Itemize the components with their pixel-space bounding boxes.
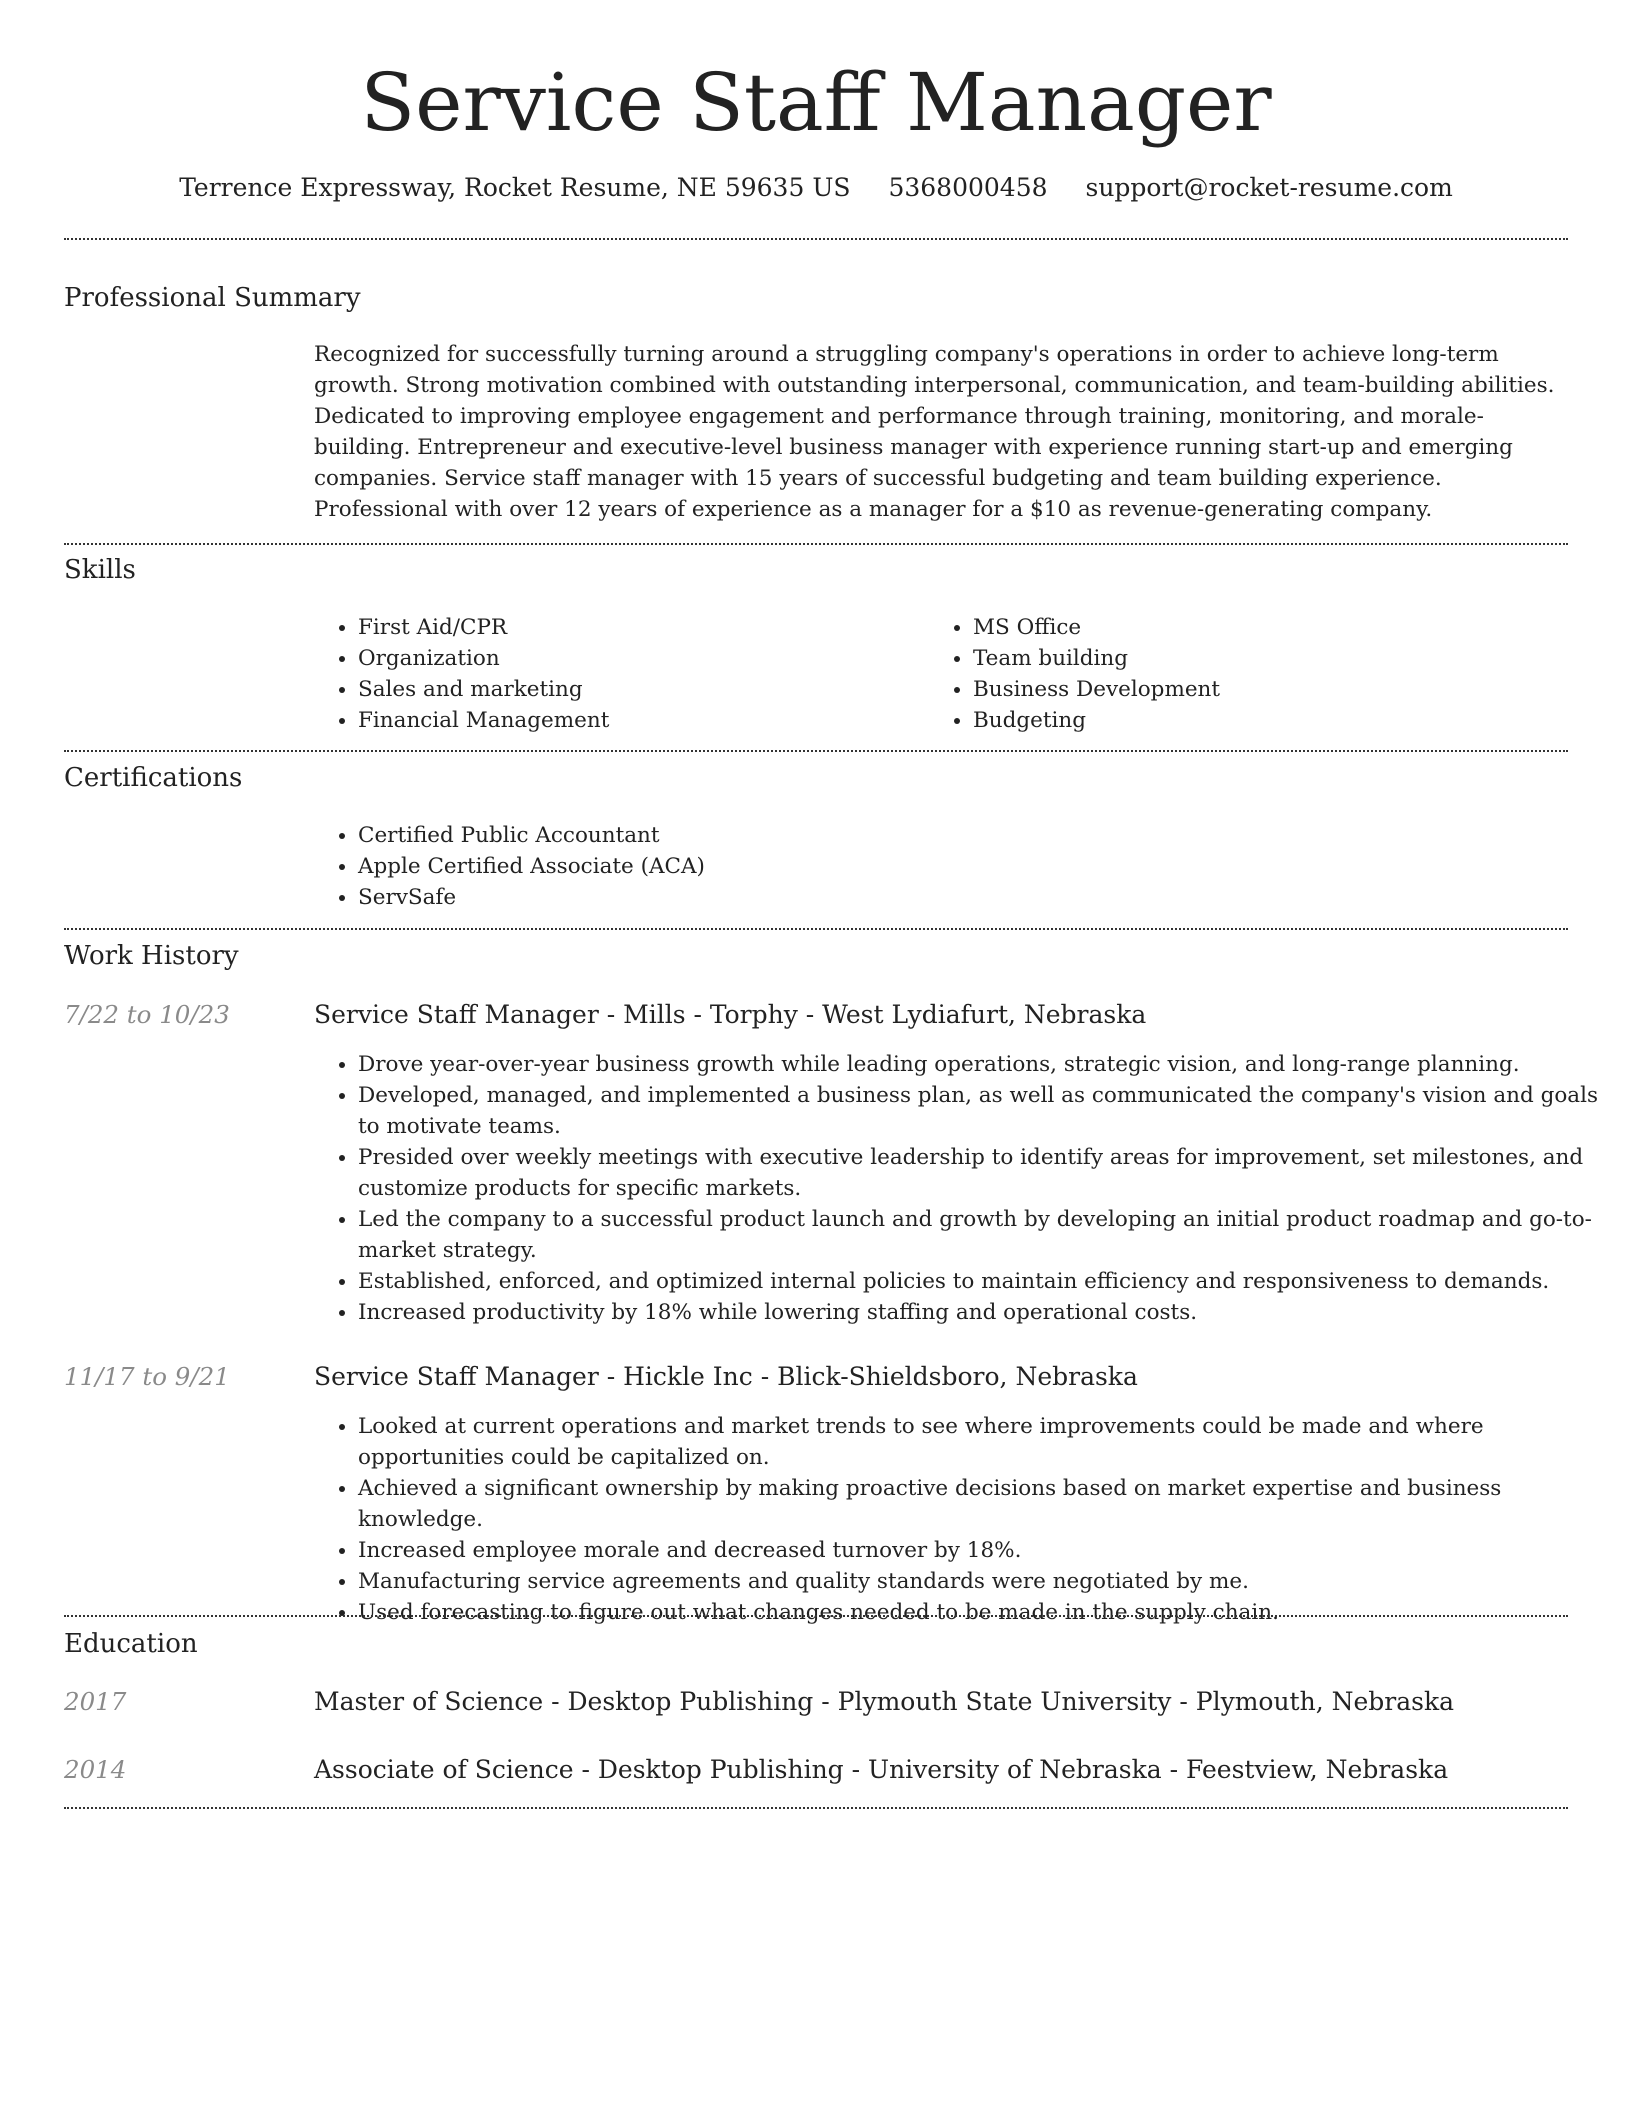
job-bullet: • Achieved a significant ownership by making proactive decisions based on market expertise and business knowledge.	[358, 1473, 1618, 1535]
education-year: 2017	[64, 1687, 127, 1716]
divider	[64, 543, 1568, 545]
job-bullet: • Developed, managed, and implemented a business plan, as well as communicated the company's vision and goals to motivate teams.	[358, 1080, 1618, 1142]
skill-item: • MS Office	[973, 612, 1533, 643]
resume-title: Service Staff Manager	[360, 56, 1272, 149]
job-bullet: • Looked at current operations and market trends to see where improvements could be made and where opportunities could be capitalized on.	[358, 1411, 1618, 1473]
summary-text: Recognized for successfully turning around a struggling company's operations in order to achieve long-term growth. Strong motivation combined with outstanding interpersonal, communication, and team-building abilities. Dedicated to improving employee engagement and performance through training, monitoring, and morale-building. Entrepreneur and executive-level business manager with experience running start-up and emerging companies. Service staff manager with 15 years of successful budgeting and team building experience. Professional with over 12 years of experience as a manager for a $10 as revenue-generating company.	[314, 342, 1555, 522]
job-dates: 11/17 to 9/21	[64, 1362, 230, 1391]
job-bullet: • Presided over weekly meetings with executive leadership to identify areas for improvement, set milestones, and customize products for specific markets.	[358, 1142, 1618, 1204]
skill-item: • Sales and marketing	[358, 674, 918, 705]
section-heading-skills: Skills	[64, 555, 136, 585]
education-degree: Master of Science - Desktop Publishing - Plymouth State University - Plymouth, Nebraska	[314, 1687, 1455, 1716]
contact-line	[0, 170, 1632, 206]
contact-email: support@rocket-resume.com	[1085, 173, 1453, 202]
certification-item: • ServSafe	[358, 882, 1558, 913]
skill-item: • Financial Management	[358, 705, 918, 736]
certifications-list	[314, 820, 1558, 913]
job-bullets	[314, 1049, 1618, 1328]
job-bullet: • Manufacturing service agreements and quality standards were negotiated by me.	[358, 1566, 1618, 1597]
divider	[64, 1807, 1568, 1809]
section-heading-summary: Professional Summary	[64, 283, 361, 313]
skills-list-left	[314, 612, 918, 736]
certification-item: • Apple Certified Associate (ACA)	[358, 851, 1558, 882]
education-degree: Associate of Science - Desktop Publishing - University of Nebraska - Feestview, Nebraska	[314, 1755, 1449, 1784]
education-year: 2014	[64, 1755, 127, 1784]
contact-phone: 5368000458	[888, 173, 1048, 202]
skills-list-right	[929, 612, 1533, 736]
job-bullet: • Used forecasting to figure out what changes needed to be made in the supply chain.	[358, 1597, 1618, 1628]
section-heading-education: Education	[64, 1629, 198, 1659]
divider	[64, 238, 1568, 240]
job-bullet: • Increased employee morale and decreased turnover by 18%.	[358, 1535, 1618, 1566]
job-bullets	[314, 1411, 1618, 1628]
job-bullet: • Led the company to a successful product launch and growth by developing an initial product roadmap and go-to-market strategy.	[358, 1204, 1618, 1266]
skill-item: • Budgeting	[973, 705, 1533, 736]
skill-item: • Organization	[358, 643, 918, 674]
job-title: Service Staff Manager - Mills - Torphy - West Lydiafurt, Nebraska	[314, 1000, 1147, 1029]
job-bullet: • Drove year-over-year business growth while leading operations, strategic vision, and long-range planning.	[358, 1049, 1618, 1080]
skill-item: • First Aid/CPR	[358, 612, 918, 643]
job-bullet: • Established, enforced, and optimized internal policies to maintain efficiency and responsiveness to demands.	[358, 1266, 1618, 1297]
job-title: Service Staff Manager - Hickle Inc - Blick-Shieldsboro, Nebraska	[314, 1362, 1138, 1391]
job-bullet: • Increased productivity by 18% while lowering staffing and operational costs.	[358, 1297, 1618, 1328]
divider	[64, 928, 1568, 930]
divider	[64, 1615, 1568, 1617]
divider	[64, 750, 1568, 752]
job-dates: 7/22 to 10/23	[64, 1000, 230, 1029]
section-heading-work-history: Work History	[64, 941, 239, 971]
section-heading-certifications: Certifications	[64, 763, 243, 793]
skill-item: • Team building	[973, 643, 1533, 674]
contact-address: Terrence Expressway, Rocket Resume, NE 59635 US	[179, 173, 851, 202]
certification-item: • Certified Public Accountant	[358, 820, 1558, 851]
skill-item: • Business Development	[973, 674, 1533, 705]
